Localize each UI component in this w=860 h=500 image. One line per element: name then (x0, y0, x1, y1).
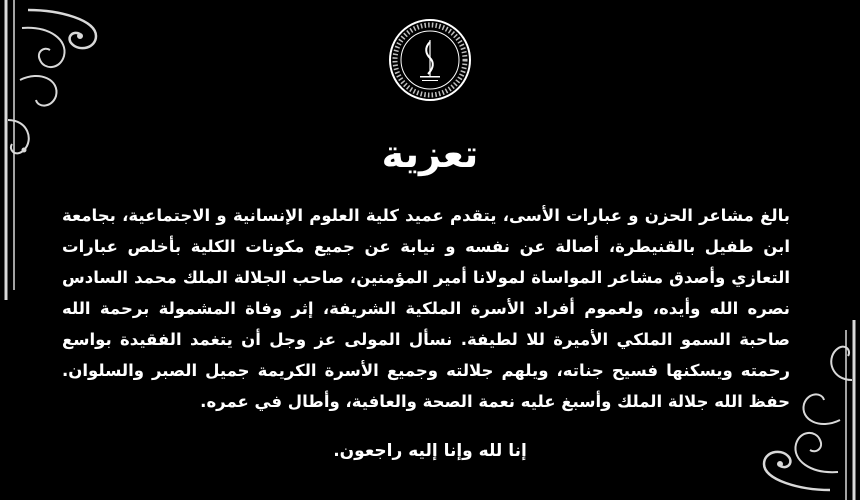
closing-phrase: إنا لله وإنا إليه راجعون. (333, 441, 527, 461)
faculty-seal-logo-icon (388, 18, 472, 102)
page-title: تعزية (381, 132, 479, 176)
condolence-message: بالغ مشاعر الحزن و عبارات الأسى، يتقدم عميد كلية العلوم الإنسانية و الاجتماعية، بجامعة ابن طفيل بالقنيطرة، أصالة عن نفسه و نيابة عن جميع مكونات الكلية بأخلص عبارات التعازي وأصدق مشاعر المواساة لمولانا أمير المؤمنين، صاحب الجلالة الملك محمد السادس نصره الله وأيده، ولعموم أفراد الأسرة الملكية الشريفة، إثر وفاة المشمولة برحمة الله صاحبة السمو الملكي الأميرة للا لطيفة. نسأل المولى عز وجل أن يتغمد الفقيدة بواسع رحمته ويسكنها فسيح جناته، ويلهم جلالته وجميع الأسرة الكريمة جميل الصبر والسلوان. حفظ الله جلالة الملك وأسبغ عليه نعمة الصحة والعافية، وأطال في عمره. (62, 206, 790, 411)
